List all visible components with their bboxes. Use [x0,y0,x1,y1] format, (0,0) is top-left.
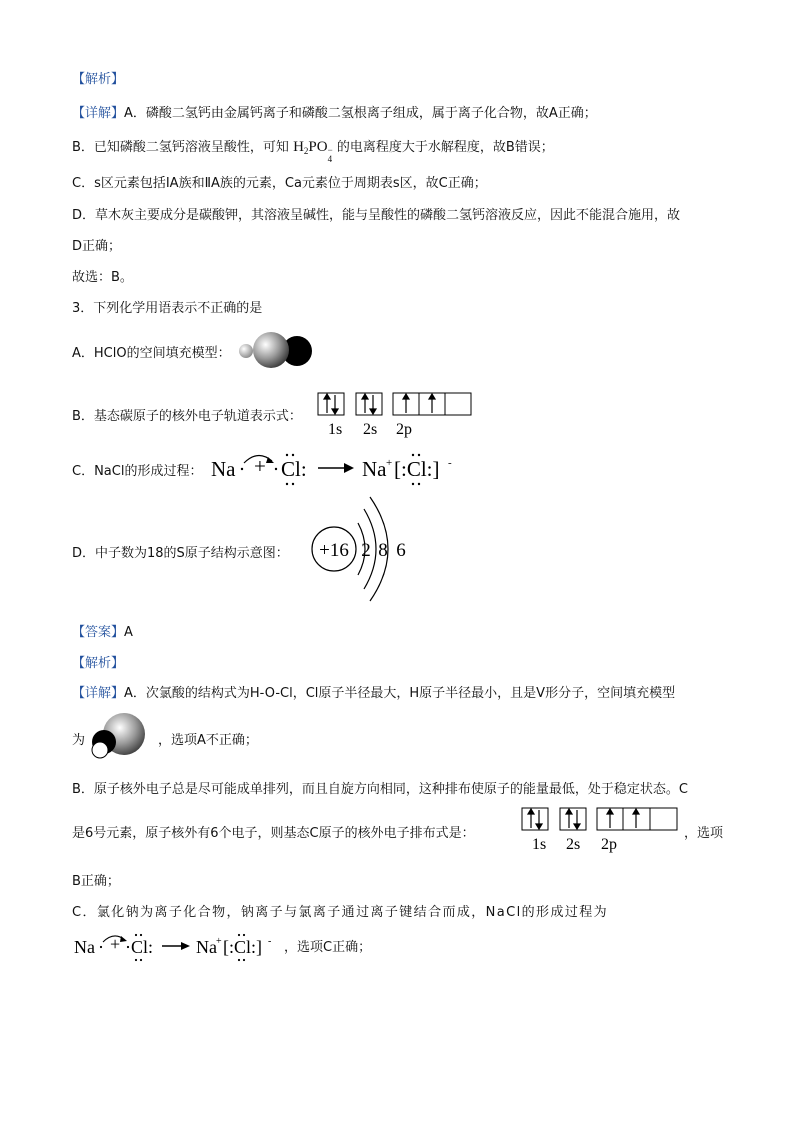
analysis2-a2-post: ，选项A不正确； [158,733,258,748]
analysis2-line-b1: B．原子核外电子总是尽可能成单排列，而且自旋方向相同，这种排布使原子的能量最低，处于稳定状态。C [72,782,688,797]
detail-line-a [72,102,597,121]
shell-3-electrons: 6 [396,540,406,561]
product-cl: [:Cl:] [394,457,440,481]
detail-line-b [72,136,554,164]
detail-line-d1: D．草木灰主要成分是碳酸钾，其溶液呈碱性，能与呈酸性的磷酸二氢钙溶液反应，因此不能混合施用，故 [72,208,681,223]
hclo-model-explanation [84,710,152,760]
product-na-charge: + [386,457,393,469]
analysis2-c2-post: ，选项C正确； [284,940,372,955]
h2po4-formula: $H_2PO$ − 4 [293,139,333,164]
question-stem: 3．下列化学用语表示不正确的是 [72,301,263,316]
analysis2-a1-text: A．次氯酸的结构式为H-O-Cl，Cl原子半径最大，H原子半径最小，且是V形分子，空间填充模型 [124,686,676,701]
product-na: Na [362,457,387,481]
product-cl-charge: - [448,457,452,469]
explanation-cl-symbol: Cl: [131,937,154,957]
plus-sign: + [254,454,266,478]
answer-line [72,621,133,640]
hclo-space-filling-model [232,327,318,373]
analysis-tag: 【解析】 [72,72,125,87]
detail-line-c: C．s区元素包括ⅠA族和ⅡA族的元素，Ca元素位于周期表s区，故C正确； [72,176,487,191]
option-b-text: B．基态碳原子的核外电子轨道表示式： [72,409,302,424]
explanation-plus-sign: + [110,934,121,954]
shell-1-electrons: 2 [361,540,371,561]
explanation-product-cl-charge: - [268,936,272,947]
nacl-formation-explanation [72,927,282,965]
analysis2-tag: 【解析】 [72,656,125,671]
option-d-text: D．中子数为18的S原子结构示意图： [72,546,289,561]
analysis2-line-a1 [72,682,675,701]
option-a-text: A．HClO的空间填充模型： [72,346,231,361]
explanation-na-symbol: Na [74,937,95,957]
analysis2-line-c1: C．氯化钠为离子化合物，钠离子与氯离子通过离子键结合而成，NaCl的形成过程为 [72,905,609,920]
detail-a-text: A．磷酸二氢钙由金属钙离子和磷酸二氢根离子组成，属于离子化合物，故A正确； [124,106,597,121]
choice-line: 故选：B。 [72,270,133,285]
nucleus-charge: +16 [319,540,349,561]
analysis2-b2-post: ，选项 [684,826,724,841]
explanation-orbital-label-2s: 2s [566,836,581,853]
carbon-orbital-diagram-explanation [520,805,682,853]
detail-tag: 【详解】 [72,106,125,121]
explanation-orbital-label-2p: 2p [601,836,617,853]
analysis2-detail-tag: 【详解】 [72,686,125,701]
cl-symbol: Cl: [281,457,307,481]
option-c-text: C．NaCl的形成过程： [72,464,203,479]
nacl-formation-equation [208,446,460,490]
orbital-label-2s: 2s [363,421,378,438]
explanation-product-na-charge: + [216,936,222,947]
explanation-product-cl: [:Cl:] [223,937,262,957]
na-symbol: Na [211,457,236,481]
analysis2-b2-pre: 是6号元素，原子核外有6个电子，则基态C原子的核外电子排布式是： [72,826,475,841]
detail-line-d2: D正确； [72,239,122,254]
detail-b-pre: B．已知磷酸二氢钙溶液呈酸性，可知 [72,140,289,155]
detail-b-post: 的电离程度大于水解程度，故B错误； [336,140,554,155]
orbital-label-2p: 2p [396,421,412,438]
answer-tag: 【答案】 [72,625,125,640]
analysis2-a2-pre: 为 [72,733,86,748]
explanation-product-na: Na [196,937,217,957]
answer-value: A [124,625,133,640]
orbital-label-1s: 1s [328,421,343,438]
sulfur-atom-structure [308,493,418,605]
carbon-orbital-diagram [316,390,476,438]
analysis2-line-b3: B正确； [72,874,120,889]
explanation-orbital-label-1s: 1s [532,836,547,853]
shell-2-electrons: 8 [378,540,388,561]
